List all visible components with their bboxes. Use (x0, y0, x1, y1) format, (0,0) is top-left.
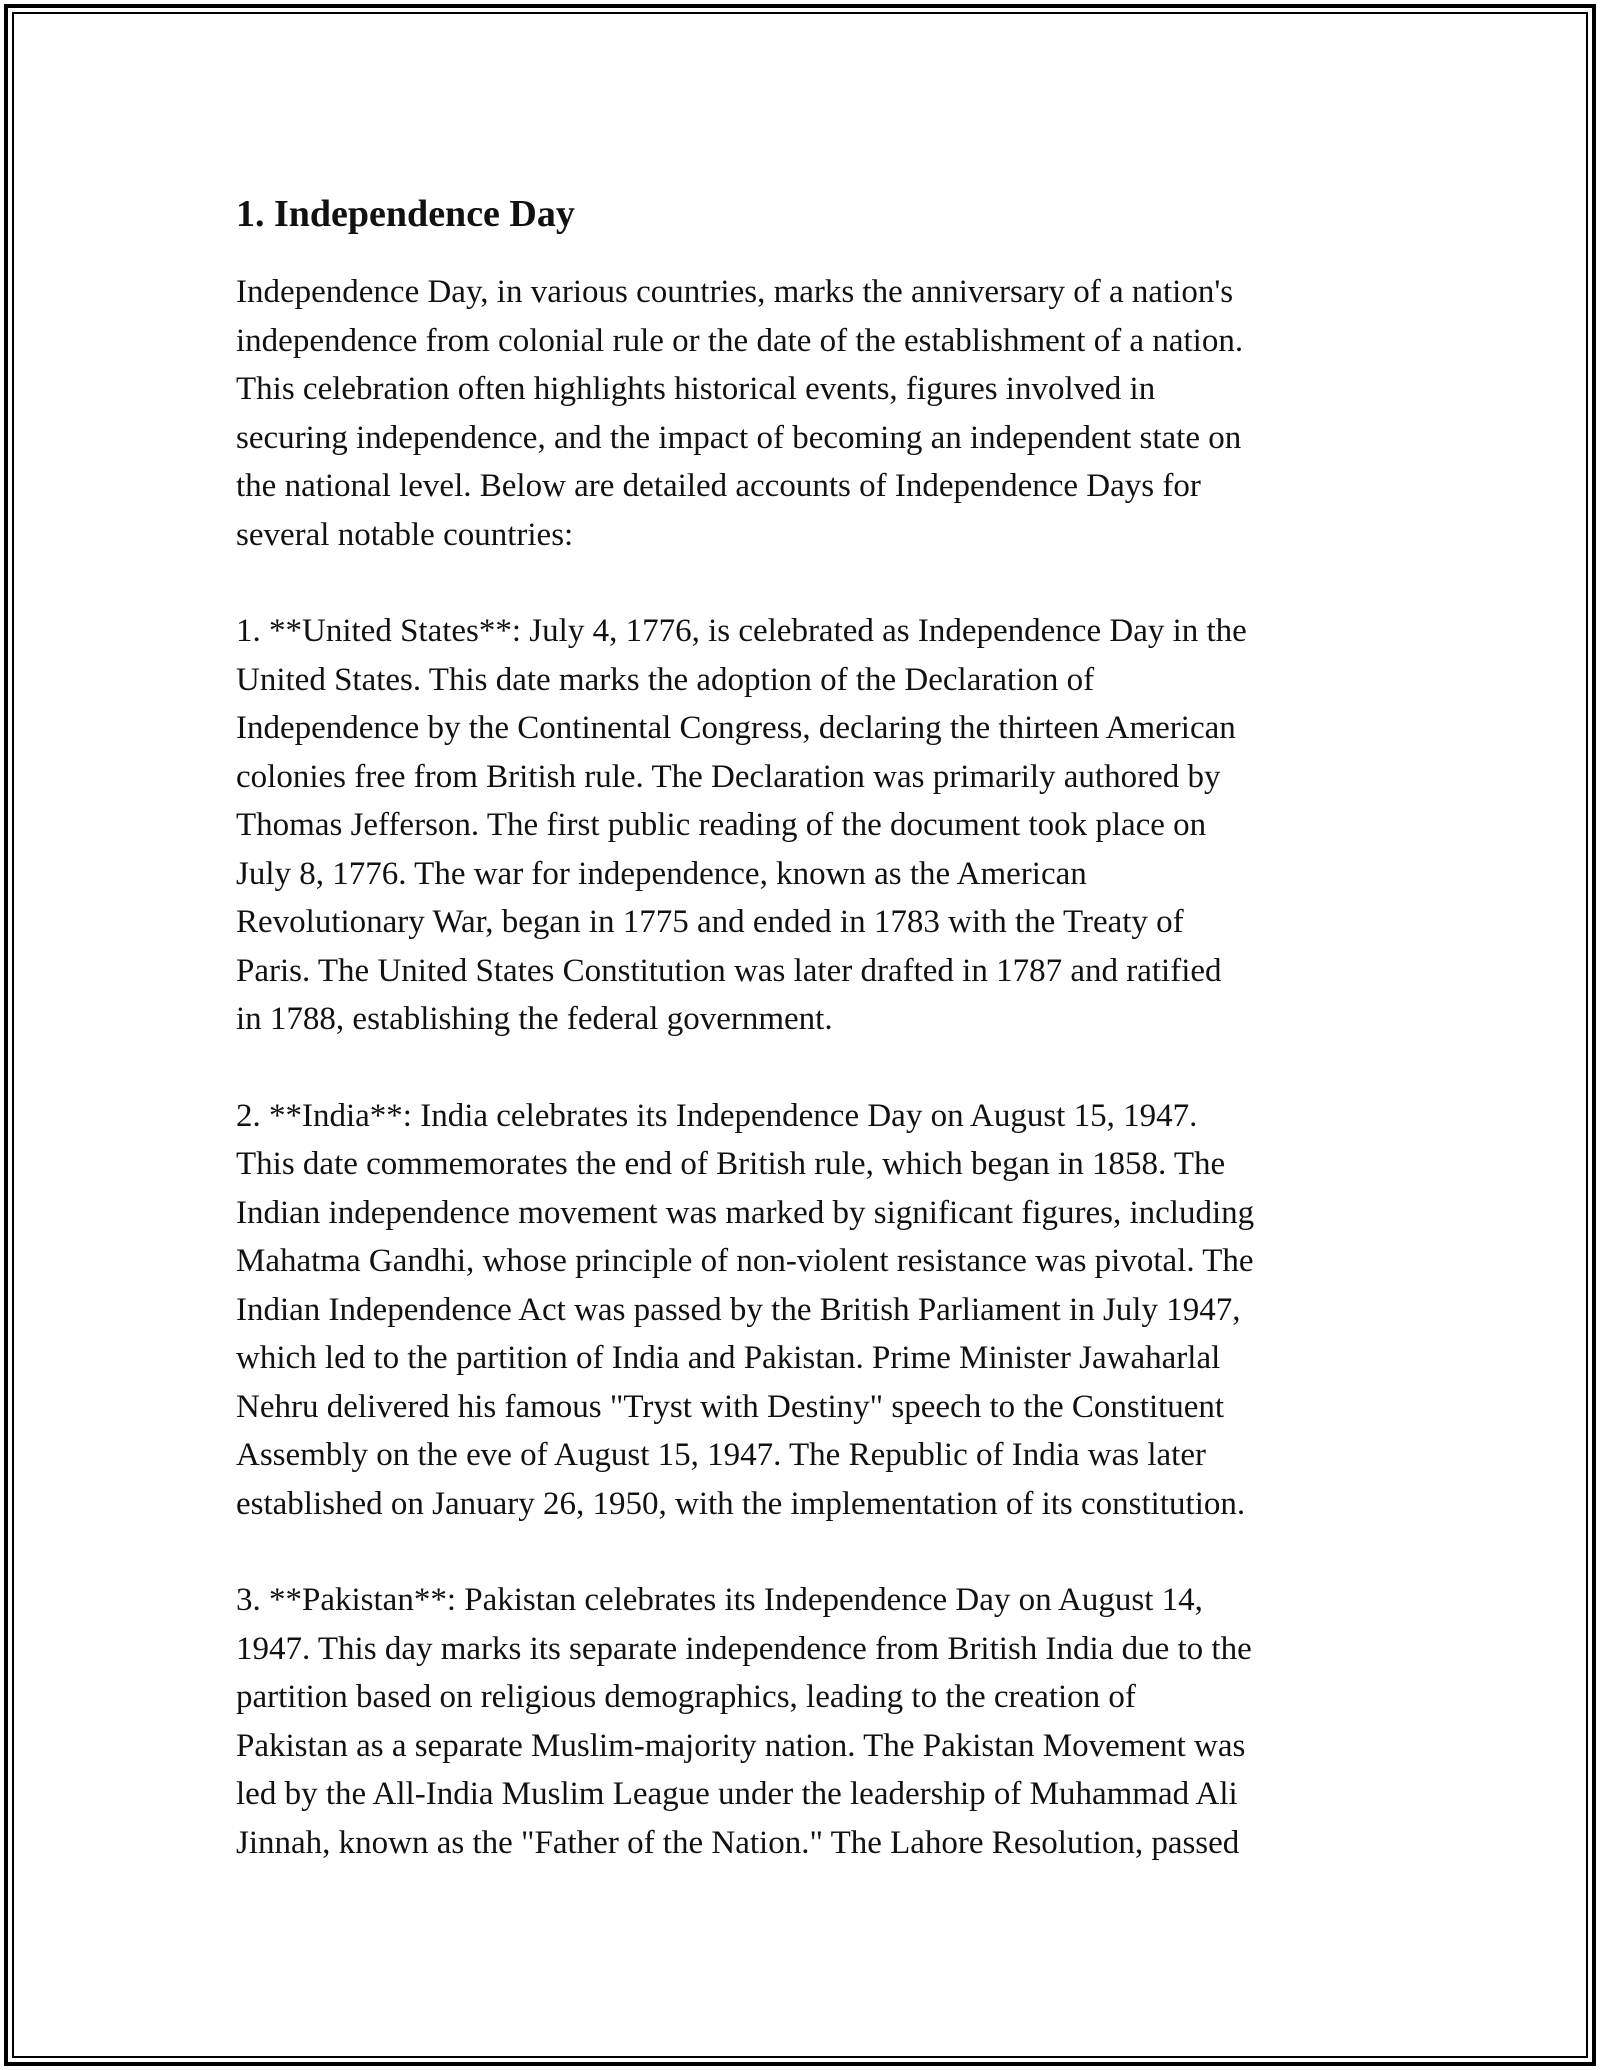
text-line: Jinnah, known as the "Father of the Nation." The Lahore Resolution, passed (236, 1824, 1240, 1861)
text-line: several notable countries: (236, 516, 574, 553)
text-line: This celebration often highlights historical events, figures involved in (236, 371, 1156, 407)
text-line: which led to the partition of India and Pakistan. Prime Minister Jawaharlal (236, 1340, 1221, 1376)
text-line: Revolutionary War, began in 1775 and ended in 1783 with the Treaty of (236, 904, 1184, 940)
text-line: July 8, 1776. The war for independence, known as the American (236, 855, 1087, 892)
text-line: led by the All-India Muslim League under the leadership of Muhammad Ali (236, 1776, 1238, 1812)
text-line: Nehru delivered his famous "Tryst with Destiny" speech to the Constituent (236, 1388, 1225, 1425)
text-line: Mahatma Gandhi, whose principle of non-violent resistance was pivotal. The (236, 1243, 1254, 1279)
pakistan-paragraph (236, 1576, 1376, 1867)
text-line: partition based on religious demographics, leading to the creation of (236, 1679, 1136, 1715)
text-line: Independence Day, in various countries, marks the anniversary of a nation's (236, 274, 1234, 310)
page-title: 1. Independence Day (236, 193, 575, 235)
text-line: in 1788, establishing the federal government. (236, 1001, 833, 1037)
text-line: United States. This date marks the adoption of the Declaration of (236, 661, 1095, 698)
text-line: 1. **United States**: July 4, 1776, is celebrated as Independence Day in the (236, 613, 1247, 649)
text-line: This date commemorates the end of British rule, which began in 1858. The (236, 1146, 1226, 1182)
text-line: 3. **Pakistan**: Pakistan celebrates its Independence Day on August 14, (236, 1582, 1203, 1618)
india-paragraph (236, 1092, 1376, 1529)
text-line: independence from colonial rule or the date of the establishment of a nation. (236, 322, 1244, 359)
united-states-paragraph (236, 607, 1376, 1044)
text-line: Assembly on the eve of August 15, 1947. The Republic of India was later (236, 1437, 1206, 1473)
text-line: Thomas Jefferson. The first public reading of the document took place on (236, 807, 1207, 843)
text-line: established on January 26, 1950, with the implementation of its constitution. (236, 1485, 1246, 1522)
text-line: Indian Independence Act was passed by the British Parliament in July 1947, (236, 1291, 1241, 1328)
text-line: 2. **India**: India celebrates its Independence Day on August 15, 1947. (236, 1097, 1198, 1134)
text-line: Pakistan as a separate Muslim-majority nation. The Pakistan Movement was (236, 1727, 1246, 1764)
text-line: colonies free from British rule. The Declaration was primarily authored by (236, 758, 1221, 795)
text-line: Indian independence movement was marked by significant figures, including (236, 1194, 1255, 1231)
text-line: Independence by the Continental Congress, declaring the thirteen American (236, 710, 1236, 746)
text-line: Paris. The United States Constitution was later drafted in 1787 and ratified (236, 952, 1222, 989)
text-line: 1947. This day marks its separate independence from British India due to the (236, 1630, 1252, 1667)
text-line: the national level. Below are detailed accounts of Independence Days for (236, 468, 1201, 504)
text-line: securing independence, and the impact of becoming an independent state on (236, 419, 1242, 456)
document-page (236, 188, 1376, 1915)
intro-paragraph (236, 268, 1376, 559)
